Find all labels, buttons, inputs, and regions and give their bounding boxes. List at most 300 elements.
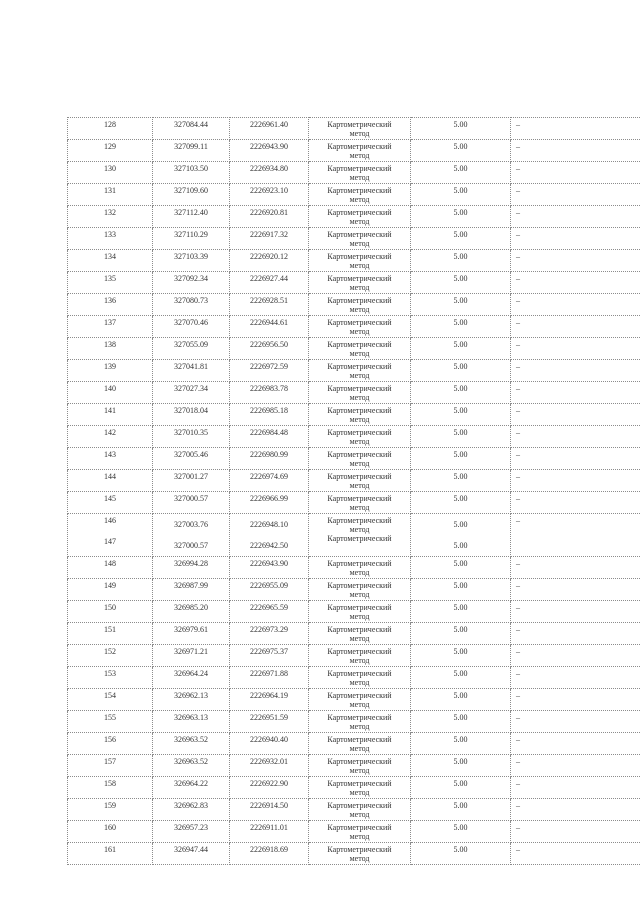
method-cell-text: Картометрический [327, 647, 392, 656]
x-coordinate-cell [153, 470, 230, 492]
point-number-cell-text: 153 [104, 669, 116, 678]
x-coordinate-cell [153, 294, 230, 316]
method-cell-text: Картометрический [327, 186, 392, 195]
point-number-cell [68, 601, 153, 623]
note-cell-text: – [516, 801, 520, 810]
point-number-cell [68, 843, 153, 865]
precision-cell-text: 5.00 [453, 494, 468, 503]
y-coordinate-cell-text: 2226928.51 [250, 296, 288, 305]
y-coordinate-cell [230, 448, 309, 470]
precision-cell-text: 5.00 [453, 541, 468, 550]
point-number-cell-text: 139 [104, 362, 116, 371]
point-number-cell-text: 154 [104, 691, 116, 700]
method-cell-text: Картометрический [327, 581, 392, 590]
precision-cell-text: 5.00 [453, 318, 468, 327]
x-coordinate-cell [153, 799, 230, 821]
precision-cell-text: 5.00 [453, 691, 468, 700]
method-cell-text: Картометрический [327, 230, 392, 239]
method-cell-text: Картометрический [327, 534, 392, 543]
table-row [68, 162, 640, 184]
x-coordinate-cell-text: 327110.29 [174, 230, 208, 239]
note-cell [511, 579, 640, 601]
method-cell [309, 404, 411, 426]
point-number: 147 [104, 537, 116, 546]
y-coordinate-cell [230, 711, 309, 733]
method-cell [309, 733, 411, 755]
point-number-cell-text: 135 [104, 274, 116, 283]
point-number-cell [68, 579, 153, 601]
y-coordinate-cell [230, 492, 309, 514]
table-row [68, 404, 640, 426]
x-coordinate-cell-text: 327080.73 [174, 296, 208, 305]
method-cell-text: Картометрический [327, 142, 392, 151]
x-coordinate-cell [153, 426, 230, 448]
x-coordinate-cell [153, 711, 230, 733]
precision-cell-text: 5.00 [453, 362, 468, 371]
note-cell [511, 382, 640, 404]
method-cell [309, 821, 411, 843]
note-cell [511, 228, 640, 250]
method-cell-text: метод [349, 261, 370, 270]
precision-cell [411, 426, 511, 448]
method-cell [309, 755, 411, 777]
y-coordinate-cell-text: 2226948.10 [250, 520, 288, 529]
precision-cell-text: 5.00 [453, 713, 468, 722]
note-cell-text: – [516, 647, 520, 656]
y-coordinate-cell [230, 579, 309, 601]
coordinates-table [67, 117, 640, 865]
note-cell [511, 250, 640, 272]
y-coordinate-cell-text: 2226923.10 [250, 186, 288, 195]
method-cell [309, 645, 411, 667]
point-number-cell-text: 143 [104, 450, 116, 459]
point-number-cell-text: 142 [104, 428, 116, 437]
method-cell [309, 206, 411, 228]
y-coordinate-cell-text: 2226943.90 [250, 559, 288, 568]
table-row [68, 821, 640, 843]
note-cell [511, 557, 640, 579]
note-cell [511, 426, 640, 448]
precision-cell-text: 5.00 [453, 296, 468, 305]
y-coordinate-cell-text: 2226966.99 [250, 494, 288, 503]
note-cell [511, 645, 640, 667]
point-number-cell [68, 118, 153, 140]
x-coordinate-cell [153, 623, 230, 645]
precision-cell [411, 623, 511, 645]
method-cell-text: метод [349, 810, 370, 819]
method-cell [309, 557, 411, 579]
x-coordinate-cell-text: 326957.23 [174, 823, 208, 832]
precision-cell [411, 140, 511, 162]
note-cell [511, 206, 640, 228]
precision-cell [411, 667, 511, 689]
method-cell-text: Картометрический [327, 691, 392, 700]
table-row [68, 448, 640, 470]
method-cell-text: метод [349, 173, 370, 182]
x-coordinate-cell-text: 327005.46 [174, 450, 208, 459]
note-cell-text: – [516, 757, 520, 766]
note-cell-text: – [516, 450, 520, 459]
y-coordinate-cell [230, 184, 309, 206]
method-cell-text: Картометрический [327, 472, 392, 481]
table-row [68, 118, 640, 140]
precision-cell-text: 5.00 [453, 779, 468, 788]
note-cell [511, 316, 640, 338]
coordinates-table-body [68, 118, 640, 865]
method-cell-text: Картометрический [327, 384, 392, 393]
table-row [68, 470, 640, 492]
method-cell-text: Картометрический [327, 735, 392, 744]
point-number-cell [68, 711, 153, 733]
point-number-cell [68, 382, 153, 404]
method-cell-text: Картометрический [327, 779, 392, 788]
x-coordinate-cell-text: 326987.99 [174, 581, 208, 590]
point-number-cell [68, 272, 153, 294]
method-cell-text: метод [349, 371, 370, 380]
y-coordinate-cell [230, 294, 309, 316]
table-row [68, 623, 640, 645]
point-number-cell-text: 145 [104, 494, 116, 503]
x-coordinate-cell [153, 777, 230, 799]
x-coordinate-cell-text: 327055.09 [174, 340, 208, 349]
y-coordinate-cell [230, 316, 309, 338]
x-coordinate-cell-text: 327000.57 [174, 541, 208, 550]
y-coordinate-cell-text: 2226918.69 [250, 845, 288, 854]
method-cell [309, 667, 411, 689]
method-cell-text: Картометрический [327, 208, 392, 217]
y-coordinate-cell [230, 755, 309, 777]
note-cell-text: – [516, 362, 520, 371]
note-cell-text: – [516, 142, 520, 151]
y-coordinate-cell-text: 2226922.90 [250, 779, 288, 788]
point-number-cell-text: 157 [104, 757, 116, 766]
y-coordinate-cell [230, 843, 309, 865]
x-coordinate-cell [153, 118, 230, 140]
note-cell-text: – [516, 274, 520, 283]
point-number-cell-text: 133 [104, 230, 116, 239]
x-coordinate-cell-text: 326962.83 [174, 801, 208, 810]
table-row [68, 272, 640, 294]
method-cell-text: Картометрический [327, 559, 392, 568]
method-cell-text: метод [349, 349, 370, 358]
x-coordinate-cell-text: 327003.76 [174, 520, 208, 529]
precision-cell-text: 5.00 [453, 208, 468, 217]
method-cell-text: Картометрический [327, 296, 392, 305]
method-cell-text: метод [349, 415, 370, 424]
method-cell-text: метод [349, 700, 370, 709]
precision-cell [411, 821, 511, 843]
x-coordinate-cell [153, 382, 230, 404]
note-cell-text: – [516, 164, 520, 173]
method-cell [309, 623, 411, 645]
x-coordinate-cell [153, 250, 230, 272]
method-cell-text: Картометрический [327, 845, 392, 854]
y-coordinate-cell [230, 250, 309, 272]
point-number-cell-text: 134 [104, 252, 116, 261]
y-coordinate-cell [230, 426, 309, 448]
y-coordinate-cell [230, 360, 309, 382]
table-row [68, 250, 640, 272]
precision-cell [411, 799, 511, 821]
precision-cell-text: 5.00 [453, 735, 468, 744]
note-cell-text: – [516, 625, 520, 634]
method-cell-text: метод [349, 305, 370, 314]
note-cell-text: – [516, 823, 520, 832]
y-coordinate-cell [230, 272, 309, 294]
y-coordinate-cell-text: 2226974.69 [250, 472, 288, 481]
note-cell [511, 667, 640, 689]
note-cell [511, 162, 640, 184]
y-coordinate-cell-text: 2226914.50 [250, 801, 288, 810]
note-cell-text: – [516, 252, 520, 261]
note-cell [511, 821, 640, 843]
note-cell-text: – [516, 384, 520, 393]
precision-cell-text: 5.00 [453, 450, 468, 459]
y-coordinate-cell-text: 2226956.50 [250, 340, 288, 349]
method-cell [309, 316, 411, 338]
point-number-cell [68, 184, 153, 206]
method-cell-text: метод [349, 568, 370, 577]
method-cell-text: метод [349, 503, 370, 512]
note-cell [511, 711, 640, 733]
x-coordinate-cell [153, 162, 230, 184]
y-coordinate-cell [230, 228, 309, 250]
table-row [68, 755, 640, 777]
point-number-cell [68, 426, 153, 448]
precision-cell-text: 5.00 [453, 384, 468, 393]
x-coordinate-cell-text: 327112.40 [174, 208, 208, 217]
method-cell-text: Картометрический [327, 120, 392, 129]
y-coordinate-cell [230, 404, 309, 426]
point-number-cell-text: 160 [104, 823, 116, 832]
table-row [68, 184, 640, 206]
precision-cell [411, 689, 511, 711]
y-coordinate-cell-text: 2226980.99 [250, 450, 288, 459]
point-number-cell [68, 733, 153, 755]
point-number-cell [68, 777, 153, 799]
method-cell-text: метод [349, 656, 370, 665]
x-coordinate-cell [153, 755, 230, 777]
x-coordinate-cell-text: 326947.44 [174, 845, 208, 854]
precision-cell [411, 755, 511, 777]
precision-cell [411, 206, 511, 228]
method-cell [309, 294, 411, 316]
table-row [68, 601, 640, 623]
y-coordinate-cell-text: 2226972.59 [250, 362, 288, 371]
method-cell [309, 777, 411, 799]
x-coordinate-cell [153, 140, 230, 162]
method-cell-text: Картометрический [327, 252, 392, 261]
y-coordinate-cell-text: 2226932.01 [250, 757, 288, 766]
point-number-cell-text: 141 [104, 406, 116, 415]
y-coordinate-cell-text: 2226951.59 [250, 713, 288, 722]
y-coordinate-cell-text: 2226983.78 [250, 384, 288, 393]
precision-cell [411, 316, 511, 338]
method-cell [309, 799, 411, 821]
precision-cell [411, 382, 511, 404]
table-row [68, 338, 640, 360]
point-number-cell [68, 514, 153, 557]
y-coordinate-cell-text: 2226911.01 [250, 823, 288, 832]
table-row [68, 140, 640, 162]
x-coordinate-cell [153, 360, 230, 382]
method-cell [309, 184, 411, 206]
note-cell [511, 118, 640, 140]
note-cell [511, 799, 640, 821]
note-cell [511, 843, 640, 865]
method-cell [309, 711, 411, 733]
point-number-cell-text: 150 [104, 603, 116, 612]
point-number-cell-text: 161 [104, 845, 116, 854]
precision-cell-text: 5.00 [453, 186, 468, 195]
precision-cell [411, 250, 511, 272]
x-coordinate-cell-text: 326963.52 [174, 757, 208, 766]
table-row [68, 689, 640, 711]
point-number-cell-text: 136 [104, 296, 116, 305]
y-coordinate-cell-text: 2226942.50 [250, 541, 288, 550]
note-cell [511, 689, 640, 711]
method-cell-text: метод [349, 612, 370, 621]
note-cell-text: – [516, 559, 520, 568]
precision-cell-text: 5.00 [453, 520, 468, 529]
x-coordinate-cell-text: 327000.57 [174, 494, 208, 503]
x-coordinate-cell-text: 326971.21 [174, 647, 208, 656]
y-coordinate-cell-text: 2226920.81 [250, 208, 288, 217]
precision-cell-text: 5.00 [453, 823, 468, 832]
precision-cell-text: 5.00 [453, 581, 468, 590]
precision-cell-text: 5.00 [453, 340, 468, 349]
precision-cell-text: 5.00 [453, 274, 468, 283]
table-row [68, 316, 640, 338]
note-cell-text: – [516, 735, 520, 744]
note-cell [511, 601, 640, 623]
y-coordinate-cell [230, 162, 309, 184]
note-cell [511, 733, 640, 755]
method-cell-text: Картометрический [327, 516, 392, 525]
point-number-cell [68, 470, 153, 492]
method-cell-text: метод [349, 634, 370, 643]
note-cell-text: – [516, 516, 520, 525]
method-cell [309, 162, 411, 184]
point-number-cell [68, 140, 153, 162]
x-coordinate-cell [153, 689, 230, 711]
y-coordinate-cell [230, 206, 309, 228]
table-row [68, 492, 640, 514]
note-cell [511, 338, 640, 360]
method-cell-text: метод [349, 437, 370, 446]
x-coordinate-cell [153, 448, 230, 470]
table-row [68, 360, 640, 382]
point-number-cell [68, 338, 153, 360]
y-coordinate-cell-text: 2226984.48 [250, 428, 288, 437]
precision-cell-text: 5.00 [453, 647, 468, 656]
note-cell-text: – [516, 713, 520, 722]
x-coordinate-cell-text: 327109.60 [174, 186, 208, 195]
y-coordinate-cell-text: 2226940.40 [250, 735, 288, 744]
method-cell [309, 514, 411, 557]
method-cell [309, 250, 411, 272]
table-row [68, 426, 640, 448]
point-number-cell [68, 316, 153, 338]
precision-cell-text: 5.00 [453, 252, 468, 261]
method-cell-text: метод [349, 525, 370, 534]
point-number-cell [68, 294, 153, 316]
point-number-cell-text: 158 [104, 779, 116, 788]
y-coordinate-cell [230, 601, 309, 623]
y-coordinate-cell-text: 2226917.32 [250, 230, 288, 239]
x-coordinate-cell [153, 338, 230, 360]
table-row [68, 206, 640, 228]
x-coordinate-cell [153, 514, 230, 557]
precision-cell [411, 448, 511, 470]
method-cell-text: метод [349, 678, 370, 687]
x-coordinate-cell [153, 228, 230, 250]
method-cell-text: Картометрический [327, 318, 392, 327]
method-cell [309, 228, 411, 250]
precision-cell-text: 5.00 [453, 164, 468, 173]
y-coordinate-cell-text: 2226944.61 [250, 318, 288, 327]
precision-cell-text: 5.00 [453, 757, 468, 766]
note-cell-text: – [516, 691, 520, 700]
table-row [68, 514, 640, 557]
point-number-cell [68, 821, 153, 843]
precision-cell [411, 733, 511, 755]
x-coordinate-cell-text: 327010.35 [174, 428, 208, 437]
precision-cell-text: 5.00 [453, 406, 468, 415]
precision-cell [411, 162, 511, 184]
x-coordinate-cell-text: 327041.81 [174, 362, 208, 371]
x-coordinate-cell [153, 645, 230, 667]
method-cell [309, 118, 411, 140]
y-coordinate-cell [230, 733, 309, 755]
precision-cell [411, 777, 511, 799]
note-cell [511, 448, 640, 470]
x-coordinate-cell [153, 184, 230, 206]
coordinates-table-container [67, 117, 630, 865]
point-number-cell-text: 148 [104, 559, 116, 568]
table-row [68, 667, 640, 689]
table-row [68, 799, 640, 821]
method-cell-text: метод [349, 393, 370, 402]
point-number-cell-text: 144 [104, 472, 116, 481]
method-cell [309, 426, 411, 448]
point-number-cell [68, 667, 153, 689]
method-cell-text: метод [349, 481, 370, 490]
note-cell-text: – [516, 120, 520, 129]
note-cell [511, 404, 640, 426]
note-cell [511, 777, 640, 799]
note-cell-text: – [516, 230, 520, 239]
method-cell-text: метод [349, 832, 370, 841]
method-cell [309, 382, 411, 404]
point-number-cell-text: 128 [104, 120, 116, 129]
point-number-cell [68, 492, 153, 514]
y-coordinate-cell-text: 2226927.44 [250, 274, 288, 283]
x-coordinate-cell-text: 326979.61 [174, 625, 208, 634]
method-cell [309, 448, 411, 470]
point-number-cell-text: 140 [104, 384, 116, 393]
precision-cell [411, 294, 511, 316]
method-cell-text: метод [349, 854, 370, 863]
y-coordinate-cell-text: 2226961.40 [250, 120, 288, 129]
note-cell-text: – [516, 845, 520, 854]
method-cell [309, 843, 411, 865]
precision-cell-text: 5.00 [453, 669, 468, 678]
precision-cell [411, 492, 511, 514]
method-cell-text: метод [349, 788, 370, 797]
y-coordinate-cell [230, 689, 309, 711]
note-cell [511, 623, 640, 645]
